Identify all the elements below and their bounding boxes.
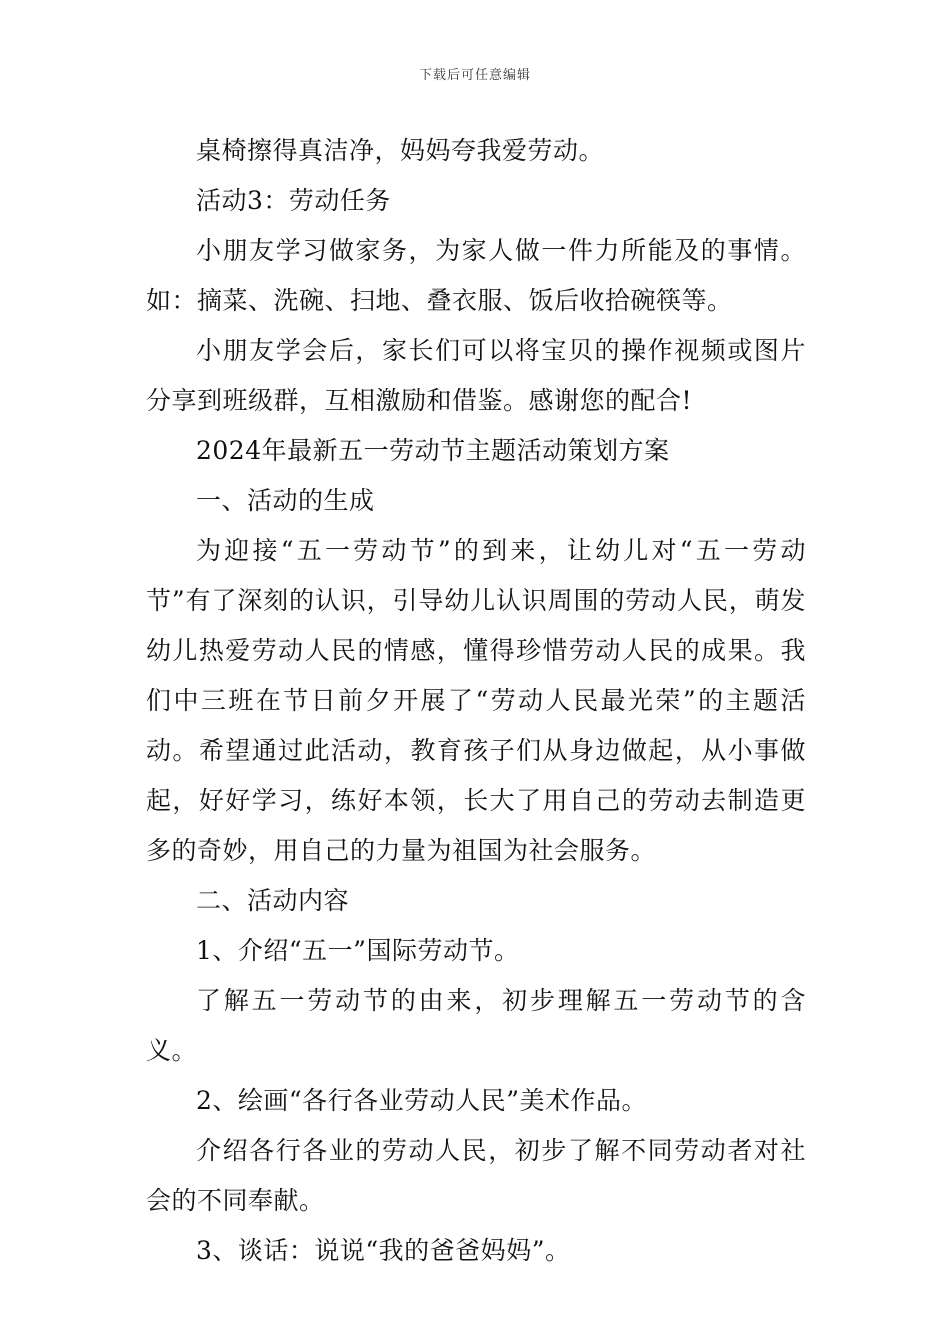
paragraph-3: 小朋友学习做家务，为家人做一件力所能及的事情。如：摘菜、洗碗、扫地、叠衣服、饭后收拾碗筷等。 xyxy=(146,236,806,315)
paragraph-4: 小朋友学会后，家长们可以将宝贝的操作视频或图片分享到班级群，互相激励和借鉴。感谢您的配合! xyxy=(146,336,806,415)
paragraph-7: 为迎接“五一劳动节”的到来，让幼儿对“五一劳动节”有了深刻的认识，引导幼儿认识周围的劳动人民，萌发幼儿热爱劳动人民的情感，懂得珍惜劳动人民的成果。我们中三班在节日前夕开展了“劳动人民最光荣”的主题活动。希望通过此活动，教育孩子们从身边做起，从小事做起，好好学习，练好本领，长大了用自己的劳动去制造更多的奇妙，用自己的力量为祖国为社会服务。 xyxy=(146,536,806,865)
paragraph-8: 二、活动内容 xyxy=(196,886,350,915)
paragraph-10: 了解五一劳动节的由来，初步理解五一劳动节的含义。 xyxy=(146,986,806,1065)
paragraph-12: 介绍各行各业的劳动人民，初步了解不同劳动者对社会的不同奉献。 xyxy=(146,1136,806,1215)
paragraph-11: 2、绘画“各行各业劳动人民”美术作品。 xyxy=(196,1086,647,1115)
paragraph-1: 桌椅擦得真洁净，妈妈夸我爱劳动。 xyxy=(196,136,605,165)
paragraph-9: 1、介绍“五一”国际劳动节。 xyxy=(196,936,520,965)
paragraph-2: 活动3：劳动任务 xyxy=(196,186,391,215)
paragraph-13: 3、谈话：说说“我的爸爸妈妈”。 xyxy=(196,1236,571,1265)
page-header: 下载后可任意编辑 xyxy=(418,68,531,83)
document-body xyxy=(146,126,806,1276)
paragraph-5: 2024年最新五一劳动节主题活动策划方案 xyxy=(196,436,670,465)
paragraph-6: 一、活动的生成 xyxy=(196,486,375,515)
